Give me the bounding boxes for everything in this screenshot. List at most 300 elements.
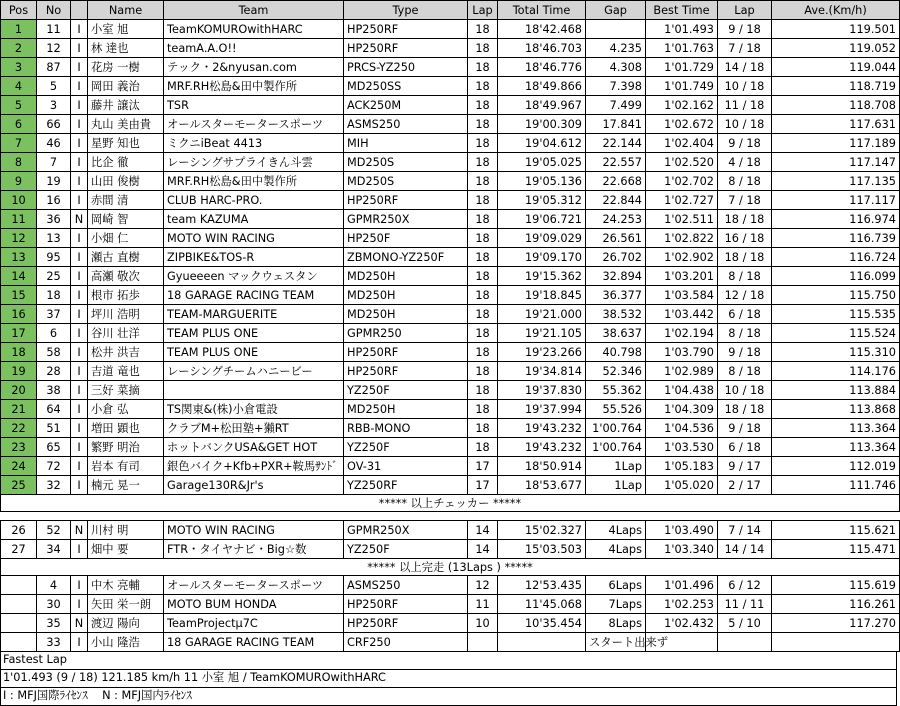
cell-type: YZ250F bbox=[344, 381, 468, 400]
cell-no: 38 bbox=[37, 381, 71, 400]
cell-best-time: 1'02.511 bbox=[646, 210, 718, 229]
col-header-license bbox=[71, 1, 88, 20]
cell-total-time: 19'00.309 bbox=[498, 115, 586, 134]
cell-name: 林 達也 bbox=[88, 39, 164, 58]
cell-best-time: 1'02.672 bbox=[646, 115, 718, 134]
cell-laps: 18 bbox=[468, 400, 498, 419]
cell-type: MD250H bbox=[344, 400, 468, 419]
cell-gap: 24.253 bbox=[586, 210, 646, 229]
cell-total-time: 18'49.967 bbox=[498, 96, 586, 115]
cell-laps: 18 bbox=[468, 20, 498, 39]
cell-best-time: 1'03.530 bbox=[646, 438, 718, 457]
col-header-average-speed: Ave.(Km/h) bbox=[772, 1, 900, 20]
table-row bbox=[1, 438, 900, 457]
cell-average-speed: 117.270 bbox=[772, 614, 900, 633]
cell-team: FTR・タイヤナビ・Big☆数 bbox=[164, 540, 344, 559]
cell-average-speed: 116.724 bbox=[772, 248, 900, 267]
cell-pos bbox=[1, 614, 37, 633]
cell-gap: 7.398 bbox=[586, 77, 646, 96]
cell-total-time: 15'03.503 bbox=[498, 540, 586, 559]
cell-team: Gyueeeen マックウェスタン bbox=[164, 267, 344, 286]
cell-average-speed: 119.044 bbox=[772, 58, 900, 77]
cell-total-time: 19'05.136 bbox=[498, 172, 586, 191]
cell-laps: 18 bbox=[468, 419, 498, 438]
cell-average-speed: 113.364 bbox=[772, 419, 900, 438]
cell-average-speed: 115.535 bbox=[772, 305, 900, 324]
cell-total-time: 18'46.776 bbox=[498, 58, 586, 77]
cell-best-lap: 8 / 18 bbox=[718, 267, 772, 286]
cell-pos: 11 bbox=[1, 210, 37, 229]
cell-no: 36 bbox=[37, 210, 71, 229]
checker-separator-label: ***** 以上チェッカー ***** bbox=[1, 495, 900, 512]
cell-gap: 4.308 bbox=[586, 58, 646, 77]
cell-total-time: 19'04.612 bbox=[498, 134, 586, 153]
table-row bbox=[1, 229, 900, 248]
cell-no: 18 bbox=[37, 286, 71, 305]
cell-best-time: 1'03.442 bbox=[646, 305, 718, 324]
cell-pos: 6 bbox=[1, 115, 37, 134]
cell-license: I bbox=[71, 153, 88, 172]
cell-best-lap: 7 / 18 bbox=[718, 191, 772, 210]
col-header-team: Team bbox=[164, 1, 344, 20]
cell-license: I bbox=[71, 96, 88, 115]
cell-type: MD250H bbox=[344, 267, 468, 286]
cell-no: 12 bbox=[37, 39, 71, 58]
cell-type: PRCS-YZ250 bbox=[344, 58, 468, 77]
cell-license: I bbox=[71, 20, 88, 39]
cell-no: 13 bbox=[37, 229, 71, 248]
cell-pos: 25 bbox=[1, 476, 37, 495]
cell-average-speed: 115.310 bbox=[772, 343, 900, 362]
license-legend: I : MFJ国際ﾗｲｾﾝｽ N : MFJ国内ﾗｲｾﾝｽ bbox=[0, 688, 897, 706]
cell-best-lap: 8 / 18 bbox=[718, 172, 772, 191]
cell-best-time: 1'02.520 bbox=[646, 153, 718, 172]
cell-total-time bbox=[498, 633, 586, 652]
cell-no: 34 bbox=[37, 540, 71, 559]
cell-gap: 1'00.764 bbox=[586, 419, 646, 438]
cell-license: I bbox=[71, 633, 88, 652]
cell-gap: 22.844 bbox=[586, 191, 646, 210]
cell-laps: 18 bbox=[468, 286, 498, 305]
cell-gap: 52.346 bbox=[586, 362, 646, 381]
cell-team: ホットバンクUSA&GET HOT bbox=[164, 438, 344, 457]
cell-average-speed: 118.719 bbox=[772, 77, 900, 96]
cell-best-lap: 8 / 18 bbox=[718, 324, 772, 343]
cell-average-speed: 117.117 bbox=[772, 191, 900, 210]
cell-gap: 1Lap bbox=[586, 457, 646, 476]
cell-license: I bbox=[71, 286, 88, 305]
cell-team bbox=[164, 381, 344, 400]
cell-best-lap: 7 / 18 bbox=[718, 39, 772, 58]
cell-name: 比企 徹 bbox=[88, 153, 164, 172]
cell-best-lap bbox=[718, 633, 772, 652]
cell-average-speed: 115.619 bbox=[772, 576, 900, 595]
cell-team: テック・2&nyusan.com bbox=[164, 58, 344, 77]
table-row bbox=[1, 419, 900, 438]
fastest-lap-title: Fastest Lap bbox=[0, 652, 897, 670]
cell-license: I bbox=[71, 248, 88, 267]
cell-average-speed: 117.189 bbox=[772, 134, 900, 153]
cell-license: I bbox=[71, 191, 88, 210]
cell-average-speed: 111.746 bbox=[772, 476, 900, 495]
cell-best-lap: 9 / 17 bbox=[718, 457, 772, 476]
cell-laps: 18 bbox=[468, 305, 498, 324]
table-row bbox=[1, 343, 900, 362]
cell-best-lap: 7 / 14 bbox=[718, 521, 772, 540]
cell-no: 37 bbox=[37, 305, 71, 324]
cell-pos: 21 bbox=[1, 400, 37, 419]
cell-best-time: 1'02.404 bbox=[646, 134, 718, 153]
cell-name: 高瀬 敬次 bbox=[88, 267, 164, 286]
cell-no: 28 bbox=[37, 362, 71, 381]
cell-team: 18 GARAGE RACING TEAM bbox=[164, 286, 344, 305]
table-row bbox=[1, 400, 900, 419]
cell-no: 46 bbox=[37, 134, 71, 153]
cell-license: I bbox=[71, 362, 88, 381]
cell-average-speed: 116.099 bbox=[772, 267, 900, 286]
cell-total-time: 10'35.454 bbox=[498, 614, 586, 633]
cell-laps: 14 bbox=[468, 540, 498, 559]
cell-type: HP250RF bbox=[344, 362, 468, 381]
col-header-best-lap: Lap bbox=[718, 1, 772, 20]
cell-license: I bbox=[71, 343, 88, 362]
cell-no: 65 bbox=[37, 438, 71, 457]
cell-total-time: 19'37.830 bbox=[498, 381, 586, 400]
cell-average-speed: 116.974 bbox=[772, 210, 900, 229]
cell-type: GPMR250X bbox=[344, 521, 468, 540]
table-row bbox=[1, 39, 900, 58]
cell-pos: 3 bbox=[1, 58, 37, 77]
col-header-type: Type bbox=[344, 1, 468, 20]
cell-laps: 18 bbox=[468, 77, 498, 96]
cell-no: 95 bbox=[37, 248, 71, 267]
cell-name: 三好 菜摘 bbox=[88, 381, 164, 400]
cell-no: 3 bbox=[37, 96, 71, 115]
cell-total-time: 19'05.312 bbox=[498, 191, 586, 210]
cell-team: MRF.RH松島&田中製作所 bbox=[164, 77, 344, 96]
cell-type: MD250SS bbox=[344, 77, 468, 96]
header-row bbox=[1, 1, 900, 20]
cell-team: TS関東&(株)小倉電設 bbox=[164, 400, 344, 419]
cell-total-time: 18'42.468 bbox=[498, 20, 586, 39]
cell-no: 64 bbox=[37, 400, 71, 419]
footer bbox=[0, 652, 900, 706]
cell-type: GPMR250 bbox=[344, 324, 468, 343]
cell-no: 87 bbox=[37, 58, 71, 77]
cell-best-time: 1'02.194 bbox=[646, 324, 718, 343]
cell-total-time: 19'34.814 bbox=[498, 362, 586, 381]
cell-license: I bbox=[71, 324, 88, 343]
cell-average-speed: 115.471 bbox=[772, 540, 900, 559]
cell-gap: 4Laps bbox=[586, 540, 646, 559]
cell-total-time: 19'43.232 bbox=[498, 419, 586, 438]
cell-team: team KAZUMA bbox=[164, 210, 344, 229]
cell-type: HP250F bbox=[344, 229, 468, 248]
cell-license: I bbox=[71, 305, 88, 324]
cell-pos: 16 bbox=[1, 305, 37, 324]
cell-best-lap: 9 / 18 bbox=[718, 20, 772, 39]
checker-separator bbox=[1, 495, 900, 512]
table-row bbox=[1, 248, 900, 267]
cell-average-speed: 117.631 bbox=[772, 115, 900, 134]
cell-average-speed: 113.868 bbox=[772, 400, 900, 419]
cell-no: 32 bbox=[37, 476, 71, 495]
cell-team: MOTO BUM HONDA bbox=[164, 595, 344, 614]
cell-no: 51 bbox=[37, 419, 71, 438]
cell-laps: 18 bbox=[468, 39, 498, 58]
cell-pos: 7 bbox=[1, 134, 37, 153]
table-row bbox=[1, 191, 900, 210]
cell-name: 谷川 壮洋 bbox=[88, 324, 164, 343]
cell-pos: 5 bbox=[1, 96, 37, 115]
cell-best-lap: 11 / 11 bbox=[718, 595, 772, 614]
cell-gap: 55.526 bbox=[586, 400, 646, 419]
cell-gap: 22.668 bbox=[586, 172, 646, 191]
cell-license: I bbox=[71, 58, 88, 77]
cell-name: 吉道 竜也 bbox=[88, 362, 164, 381]
cell-laps: 10 bbox=[468, 614, 498, 633]
cell-type: ACK250M bbox=[344, 96, 468, 115]
cell-total-time: 18'46.703 bbox=[498, 39, 586, 58]
cell-laps: 18 bbox=[468, 438, 498, 457]
cell-name: 星野 知也 bbox=[88, 134, 164, 153]
cell-best-lap: 9 / 18 bbox=[718, 134, 772, 153]
cell-no: 7 bbox=[37, 153, 71, 172]
cell-best-lap: 9 / 18 bbox=[718, 343, 772, 362]
cell-type: YZ250RF bbox=[344, 476, 468, 495]
cell-average-speed: 117.147 bbox=[772, 153, 900, 172]
cell-total-time: 19'15.362 bbox=[498, 267, 586, 286]
col-header-total-time: Total Time bbox=[498, 1, 586, 20]
cell-name: 瀬古 直樹 bbox=[88, 248, 164, 267]
finish-separator bbox=[1, 559, 900, 576]
cell-license: I bbox=[71, 400, 88, 419]
cell-no: 5 bbox=[37, 77, 71, 96]
cell-best-time: 1'03.201 bbox=[646, 267, 718, 286]
cell-type: ZBMONO-YZ250F bbox=[344, 248, 468, 267]
cell-best-time: 1'04.536 bbox=[646, 419, 718, 438]
cell-team: 18 GARAGE RACING TEAM bbox=[164, 633, 344, 652]
cell-type: MD250S bbox=[344, 172, 468, 191]
cell-type: HP250RF bbox=[344, 343, 468, 362]
cell-name: 松井 洪吉 bbox=[88, 343, 164, 362]
cell-pos: 17 bbox=[1, 324, 37, 343]
cell-team: TeamProjectμ7C bbox=[164, 614, 344, 633]
cell-best-lap: 18 / 18 bbox=[718, 400, 772, 419]
cell-type: HP250RF bbox=[344, 614, 468, 633]
cell-no: 35 bbox=[37, 614, 71, 633]
cell-laps: 18 bbox=[468, 343, 498, 362]
cell-name: 根市 拓歩 bbox=[88, 286, 164, 305]
cell-gap: 6Laps bbox=[586, 576, 646, 595]
cell-pos bbox=[1, 576, 37, 595]
cell-gap: 7.499 bbox=[586, 96, 646, 115]
cell-average-speed: 113.364 bbox=[772, 438, 900, 457]
table-row bbox=[1, 77, 900, 96]
cell-team: ZIPBIKE&TOS-R bbox=[164, 248, 344, 267]
cell-type: RBB-MONO bbox=[344, 419, 468, 438]
cell-license: I bbox=[71, 381, 88, 400]
cell-average-speed: 119.052 bbox=[772, 39, 900, 58]
cell-gap: スタート出来ず bbox=[586, 633, 646, 652]
cell-laps: 18 bbox=[468, 115, 498, 134]
cell-best-lap: 11 / 18 bbox=[718, 96, 772, 115]
cell-best-time: 1'02.727 bbox=[646, 191, 718, 210]
cell-total-time: 12'53.435 bbox=[498, 576, 586, 595]
cell-best-time: 1'05.020 bbox=[646, 476, 718, 495]
cell-name: 山田 俊樹 bbox=[88, 172, 164, 191]
cell-type: MD250H bbox=[344, 305, 468, 324]
table-row bbox=[1, 172, 900, 191]
cell-total-time: 19'21.000 bbox=[498, 305, 586, 324]
cell-team: オールスターモータースポーツ bbox=[164, 576, 344, 595]
cell-type: HP250RF bbox=[344, 191, 468, 210]
cell-best-time: 1'02.702 bbox=[646, 172, 718, 191]
table-row bbox=[1, 381, 900, 400]
cell-laps bbox=[468, 633, 498, 652]
cell-license: N bbox=[71, 210, 88, 229]
cell-best-lap: 9 / 18 bbox=[718, 419, 772, 438]
cell-pos: 26 bbox=[1, 521, 37, 540]
cell-laps: 18 bbox=[468, 134, 498, 153]
cell-best-time: 1'02.162 bbox=[646, 96, 718, 115]
cell-gap: 4Laps bbox=[586, 521, 646, 540]
cell-team: MRF.RH松島&田中製作所 bbox=[164, 172, 344, 191]
cell-pos: 8 bbox=[1, 153, 37, 172]
spacer-row bbox=[1, 512, 900, 521]
cell-best-lap: 6 / 18 bbox=[718, 438, 772, 457]
table-row bbox=[1, 540, 900, 559]
cell-no: 30 bbox=[37, 595, 71, 614]
col-header-no: No bbox=[37, 1, 71, 20]
cell-total-time: 19'37.994 bbox=[498, 400, 586, 419]
table-row bbox=[1, 20, 900, 39]
cell-gap: 1'00.764 bbox=[586, 438, 646, 457]
cell-average-speed: 115.621 bbox=[772, 521, 900, 540]
cell-best-lap: 6 / 12 bbox=[718, 576, 772, 595]
cell-license: I bbox=[71, 229, 88, 248]
cell-pos: 19 bbox=[1, 362, 37, 381]
cell-laps: 18 bbox=[468, 191, 498, 210]
cell-license: I bbox=[71, 77, 88, 96]
cell-team: TeamKOMUROwithHARC bbox=[164, 20, 344, 39]
cell-gap: 26.702 bbox=[586, 248, 646, 267]
cell-gap: 1Lap bbox=[586, 476, 646, 495]
cell-gap bbox=[586, 20, 646, 39]
cell-best-lap: 5 / 10 bbox=[718, 614, 772, 633]
cell-gap: 36.377 bbox=[586, 286, 646, 305]
cell-license: I bbox=[71, 576, 88, 595]
cell-average-speed bbox=[772, 633, 900, 652]
cell-laps: 18 bbox=[468, 96, 498, 115]
cell-type: YZ250F bbox=[344, 540, 468, 559]
cell-name: 繁野 明治 bbox=[88, 438, 164, 457]
cell-team: Garage130R&Jr's bbox=[164, 476, 344, 495]
cell-laps: 18 bbox=[468, 381, 498, 400]
cell-total-time: 18'50.914 bbox=[498, 457, 586, 476]
cell-total-time: 19'09.029 bbox=[498, 229, 586, 248]
cell-best-time: 1'04.438 bbox=[646, 381, 718, 400]
cell-best-time: 1'02.253 bbox=[646, 595, 718, 614]
table-row bbox=[1, 324, 900, 343]
cell-gap: 55.362 bbox=[586, 381, 646, 400]
cell-type: YZ250F bbox=[344, 438, 468, 457]
cell-best-time: 1'01.729 bbox=[646, 58, 718, 77]
cell-no: 6 bbox=[37, 324, 71, 343]
cell-team: MOTO WIN RACING bbox=[164, 229, 344, 248]
cell-pos: 22 bbox=[1, 419, 37, 438]
cell-team: TEAM-MARGUERITE bbox=[164, 305, 344, 324]
table-row bbox=[1, 362, 900, 381]
col-header-pos: Pos bbox=[1, 1, 37, 20]
cell-best-time: 1'01.493 bbox=[646, 20, 718, 39]
cell-gap: 40.798 bbox=[586, 343, 646, 362]
table-row bbox=[1, 115, 900, 134]
cell-name: 坪川 浩明 bbox=[88, 305, 164, 324]
cell-best-time: 1'05.183 bbox=[646, 457, 718, 476]
cell-gap: 17.841 bbox=[586, 115, 646, 134]
cell-best-time: 1'01.763 bbox=[646, 39, 718, 58]
cell-total-time: 19'05.025 bbox=[498, 153, 586, 172]
cell-pos: 12 bbox=[1, 229, 37, 248]
cell-license: I bbox=[71, 39, 88, 58]
cell-best-time: 1'02.902 bbox=[646, 248, 718, 267]
table-row bbox=[1, 305, 900, 324]
cell-laps: 18 bbox=[468, 362, 498, 381]
cell-license: I bbox=[71, 134, 88, 153]
cell-best-time: 1'02.822 bbox=[646, 229, 718, 248]
cell-team: レーシングサプライきん斗雲 bbox=[164, 153, 344, 172]
cell-laps: 18 bbox=[468, 153, 498, 172]
cell-laps: 18 bbox=[468, 324, 498, 343]
cell-no: 66 bbox=[37, 115, 71, 134]
cell-team: レーシングチームハニービー bbox=[164, 362, 344, 381]
cell-gap: 8Laps bbox=[586, 614, 646, 633]
cell-team: クラブM+松田塾+獺RT bbox=[164, 419, 344, 438]
cell-name: 渡辺 陽向 bbox=[88, 614, 164, 633]
cell-pos bbox=[1, 633, 37, 652]
cell-gap: 38.637 bbox=[586, 324, 646, 343]
cell-type: MIH bbox=[344, 134, 468, 153]
cell-laps: 18 bbox=[468, 248, 498, 267]
cell-pos: 10 bbox=[1, 191, 37, 210]
table-row bbox=[1, 457, 900, 476]
cell-average-speed: 112.019 bbox=[772, 457, 900, 476]
cell-name: 小室 旭 bbox=[88, 20, 164, 39]
cell-pos: 24 bbox=[1, 457, 37, 476]
table-row bbox=[1, 210, 900, 229]
cell-best-lap: 4 / 18 bbox=[718, 153, 772, 172]
cell-name: 矢田 栄一朗 bbox=[88, 595, 164, 614]
cell-name: 小畑 仁 bbox=[88, 229, 164, 248]
cell-type: HP250RF bbox=[344, 595, 468, 614]
cell-team: TEAM PLUS ONE bbox=[164, 324, 344, 343]
cell-license: I bbox=[71, 540, 88, 559]
table-row bbox=[1, 96, 900, 115]
cell-license: I bbox=[71, 172, 88, 191]
col-header-best-time: Best Time bbox=[646, 1, 718, 20]
cell-license: I bbox=[71, 476, 88, 495]
table-row bbox=[1, 633, 900, 652]
cell-pos: 13 bbox=[1, 248, 37, 267]
cell-average-speed: 119.501 bbox=[772, 20, 900, 39]
cell-pos: 4 bbox=[1, 77, 37, 96]
cell-laps: 18 bbox=[468, 172, 498, 191]
cell-name: 増田 顕也 bbox=[88, 419, 164, 438]
cell-team: CLUB HARC-PRO. bbox=[164, 191, 344, 210]
cell-license: I bbox=[71, 267, 88, 286]
cell-best-time: 1'03.340 bbox=[646, 540, 718, 559]
